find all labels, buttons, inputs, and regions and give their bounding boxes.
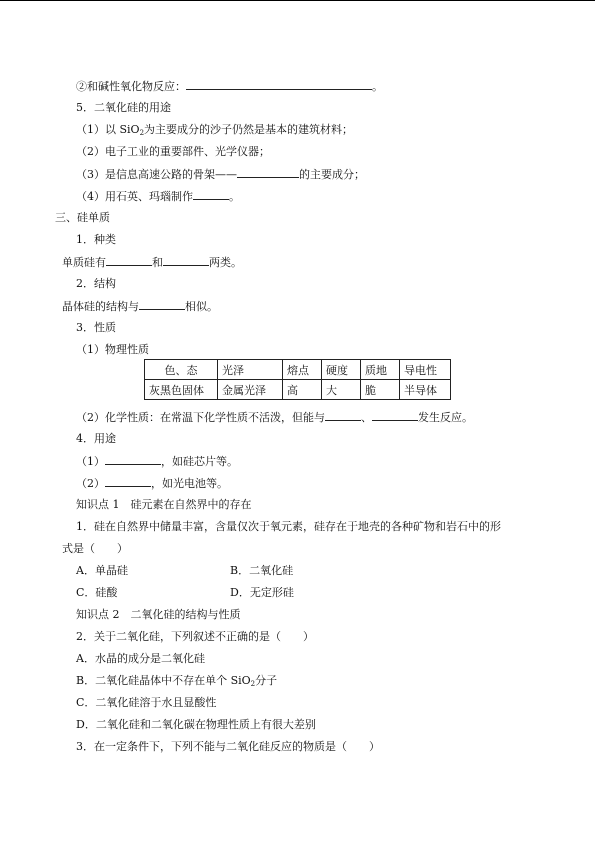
silicon-use-1: （1） ，如硅芯片等。 xyxy=(76,455,238,468)
table-cell: 导电性 xyxy=(400,360,451,380)
table-cell: 脆 xyxy=(361,380,400,400)
section-heading: 5．二氧化硅的用途 xyxy=(76,101,171,114)
answer-blank[interactable] xyxy=(105,454,161,465)
answer-blank[interactable] xyxy=(325,410,361,421)
silicon-structure-line: 晶体硅的结构与 相似。 xyxy=(62,300,218,313)
option-a[interactable]: A．单晶硅 xyxy=(76,564,128,577)
answer-blank[interactable] xyxy=(106,255,152,266)
page-top-rule xyxy=(0,0,595,1)
table-cell: 硬度 xyxy=(322,360,361,380)
question-1-text-cont: 式是（ ） xyxy=(62,542,128,555)
table-cell: 金属光泽 xyxy=(218,380,283,400)
table-row xyxy=(145,380,451,400)
option-b[interactable]: B．二氧化硅 xyxy=(230,564,294,577)
table-cell: 质地 xyxy=(361,360,400,380)
table-cell: 灰黑色固体 xyxy=(145,380,218,400)
table-cell: 高 xyxy=(283,380,322,400)
knowledge-point-heading: 知识点 2 二氧化硅的结构与性质 xyxy=(76,608,241,621)
answer-blank[interactable] xyxy=(372,410,418,421)
question-1-text: 1．硅在自然界中储量丰富，含量仅次于氧元素，硅存在于地壳的各种矿物和岩石中的形 xyxy=(76,520,501,533)
silicon-use-2: （2） ，如光电池等。 xyxy=(76,477,228,490)
use-item-2: （2）电子工业的重要部件、光学仪器； xyxy=(76,145,270,158)
table-cell: 色、态 xyxy=(145,360,218,380)
table-cell: 光泽 xyxy=(218,360,283,380)
answer-blank[interactable] xyxy=(163,255,209,266)
use-item-1: （1）以 SiO$_2$为主要成分的沙子仍然是基本的建筑材料； xyxy=(76,123,354,137)
answer-blank[interactable] xyxy=(186,79,372,90)
table-cell: 熔点 xyxy=(283,360,322,380)
option-c[interactable]: C．硅酸 xyxy=(76,586,118,599)
major-section-heading: 三、硅单质 xyxy=(55,211,110,224)
subsection-heading: 2．结构 xyxy=(76,277,116,290)
use-item-3: （3）是信息高速公路的骨架—— 的主要成分； xyxy=(76,168,365,181)
option-d[interactable]: D．二氧化硅和二氧化碳在物理性质上有很大差别 xyxy=(76,718,316,731)
option-d[interactable]: D．无定形硅 xyxy=(230,586,294,599)
table-header-row xyxy=(145,360,451,380)
sio2-base-oxide-reaction-line: ②和碱性氧化物反应： 。 xyxy=(76,80,383,93)
use-item-4: （4）用石英、玛瑙制作 。 xyxy=(76,190,240,203)
answer-blank[interactable] xyxy=(193,189,229,200)
question-2-text: 2．关于二氧化硅，下列叙述不正确的是（ ） xyxy=(76,630,314,643)
chemical-properties-line: （2）化学性质：在常温下化学性质不活泼，但能与 、 发生反应。 xyxy=(76,411,473,424)
subsection-heading: 1．种类 xyxy=(76,233,116,246)
option-c[interactable]: C．二氧化硅溶于水且显酸性 xyxy=(76,696,217,709)
option-a[interactable]: A．水晶的成分是二氧化硅 xyxy=(76,652,205,665)
answer-blank[interactable] xyxy=(237,167,299,178)
knowledge-point-heading: 知识点 1 硅元素在自然界中的存在 xyxy=(76,498,252,511)
silicon-types-line: 单质硅有 和 两类。 xyxy=(62,256,242,269)
table-cell: 半导体 xyxy=(400,380,451,400)
physical-properties-heading: （1）物理性质 xyxy=(76,343,149,356)
physical-properties-table xyxy=(144,359,451,400)
option-b[interactable]: B．二氧化硅晶体中不存在单个 SiO$_2$分子 xyxy=(76,674,278,688)
subsection-heading: 4．用途 xyxy=(76,432,116,445)
answer-blank[interactable] xyxy=(139,299,185,310)
subsection-heading: 3．性质 xyxy=(76,321,116,334)
answer-blank[interactable] xyxy=(105,476,151,487)
question-3-text: 3．在一定条件下，下列不能与二氧化硅反应的物质是（ ） xyxy=(76,740,380,753)
table-cell: 大 xyxy=(322,380,361,400)
